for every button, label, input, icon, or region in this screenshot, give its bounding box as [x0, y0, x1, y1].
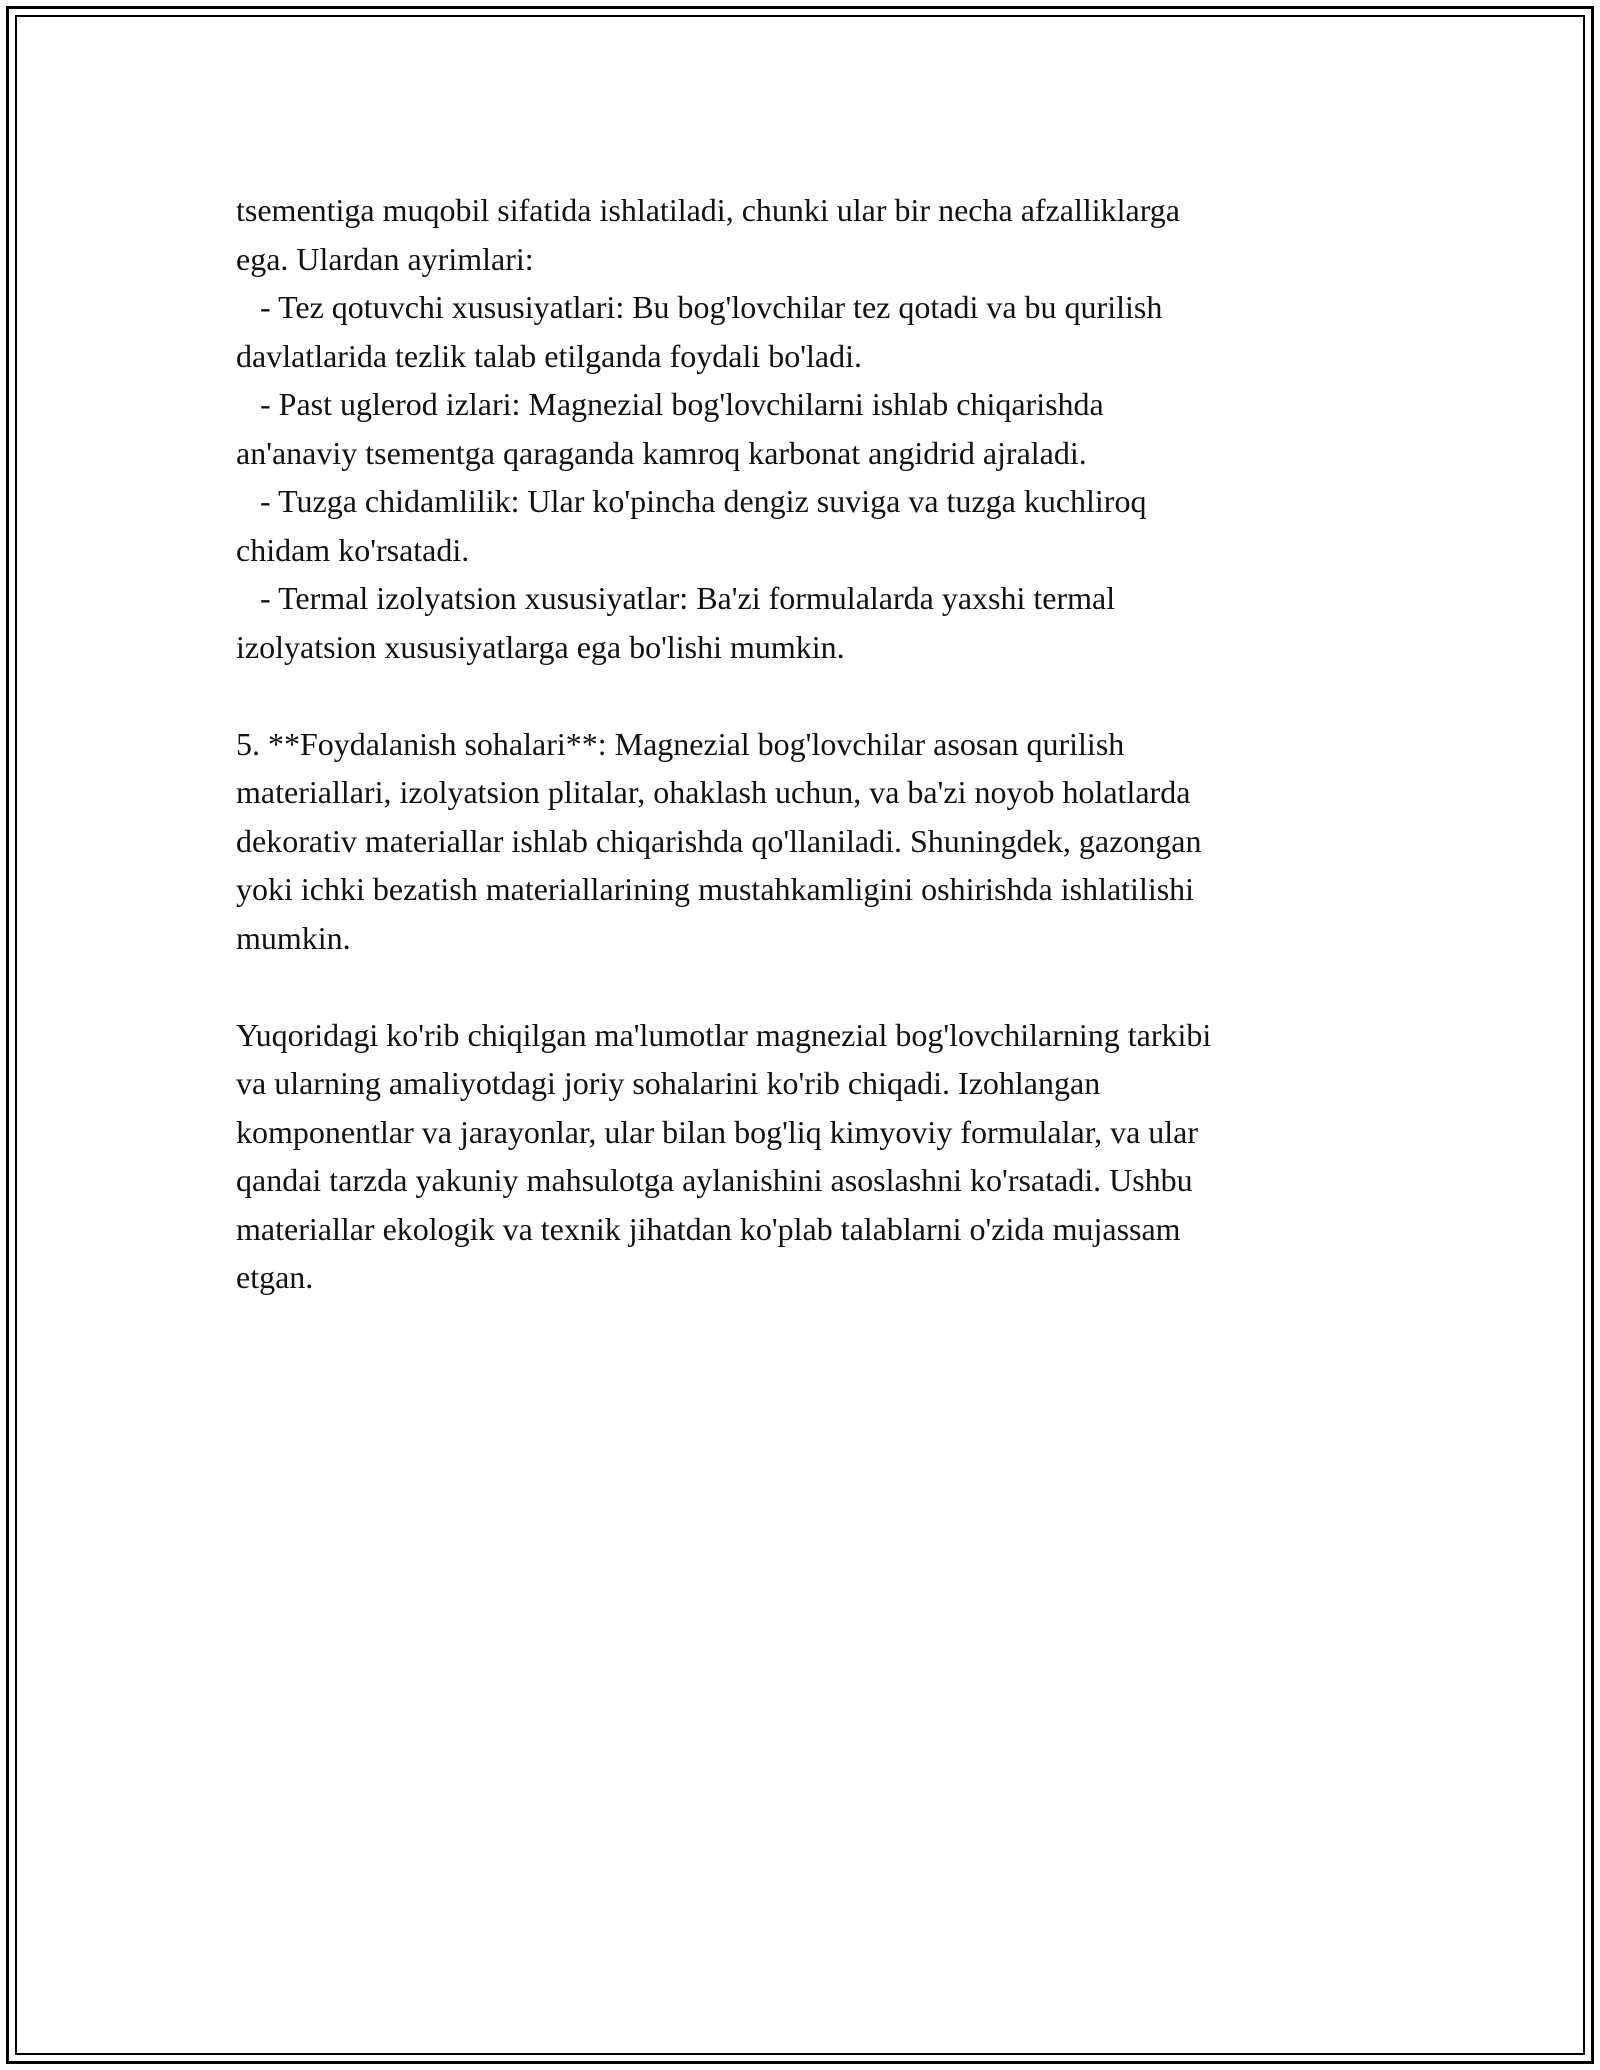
text-line: yoki ichki bezatish materiallarining mustahkamligini oshirishda ishlatilishi	[236, 871, 1195, 907]
document-body	[236, 186, 1396, 1302]
text-line: chidam ko'rsatadi.	[236, 531, 470, 568]
text-line: davlatlarida tezlik talab etilganda foydali bo'ladi.	[236, 337, 862, 374]
paragraph-conclusion	[236, 1011, 1396, 1302]
list-item-fast-setting: - Tez qotuvchi xususiyatlari: Bu bog'lovchilar tez qotadi va bu qurilish	[236, 289, 1163, 325]
list-item-low-carbon: - Past uglerod izlari: Magnezial bog'lovchilarni ishlab chiqarishda	[236, 386, 1104, 422]
text-line: materiallar ekologik va texnik jihatdan ko'plab talablarni o'zida mujassam	[236, 1210, 1181, 1247]
text-line: etgan.	[236, 1259, 314, 1295]
text-line: tsementiga muqobil sifatida ishlatiladi, chunki ular bir necha afzalliklarga	[236, 192, 1180, 228]
list-item-thermal-insulation: - Termal izolyatsion xususiyatlar: Ba'zi formulalarda yaxshi termal	[236, 580, 1116, 616]
text-line: dekorativ materiallar ishlab chiqarishda qo'llaniladi. Shuningdek, gazongan	[236, 822, 1202, 859]
text-line: izolyatsion xususiyatlarga ega bo'lishi mumkin.	[236, 628, 845, 665]
paragraph-advantages	[236, 186, 1396, 671]
text-line: materiallari, izolyatsion plitalar, ohaklash uchun, va ba'zi noyob holatlarda	[236, 774, 1191, 810]
text-line: 5. **Foydalanish sohalari**: Magnezial bog'lovchilar asosan qurilish	[236, 725, 1125, 762]
text-line: mumkin.	[236, 919, 351, 956]
paragraph-applications	[236, 720, 1396, 963]
paragraph-gap	[236, 962, 1396, 1011]
text-line: Yuqoridagi ko'rib chiqilgan ma'lumotlar magnezial bog'lovchilarning tarkibi	[236, 1016, 1212, 1053]
text-line: an'anaviy tsementga qaraganda kamroq karbonat angidrid ajraladi.	[236, 434, 1087, 471]
list-item-salt-resistance: - Tuzga chidamlilik: Ular ko'pincha dengiz suviga va tuzga kuchliroq	[236, 483, 1147, 519]
text-line: ega. Ulardan ayrimlari:	[236, 240, 534, 277]
text-line: komponentlar va jarayonlar, ular bilan bog'liq kimyoviy formulalar, va ular	[236, 1113, 1199, 1150]
paragraph-gap	[236, 671, 1396, 720]
text-line: va ularning amaliyotdagi joriy sohalarini ko'rib chiqadi. Izohlangan	[236, 1065, 1101, 1101]
text-line: qandai tarzda yakuniy mahsulotga aylanishini asoslashni ko'rsatadi. Ushbu	[236, 1162, 1193, 1198]
